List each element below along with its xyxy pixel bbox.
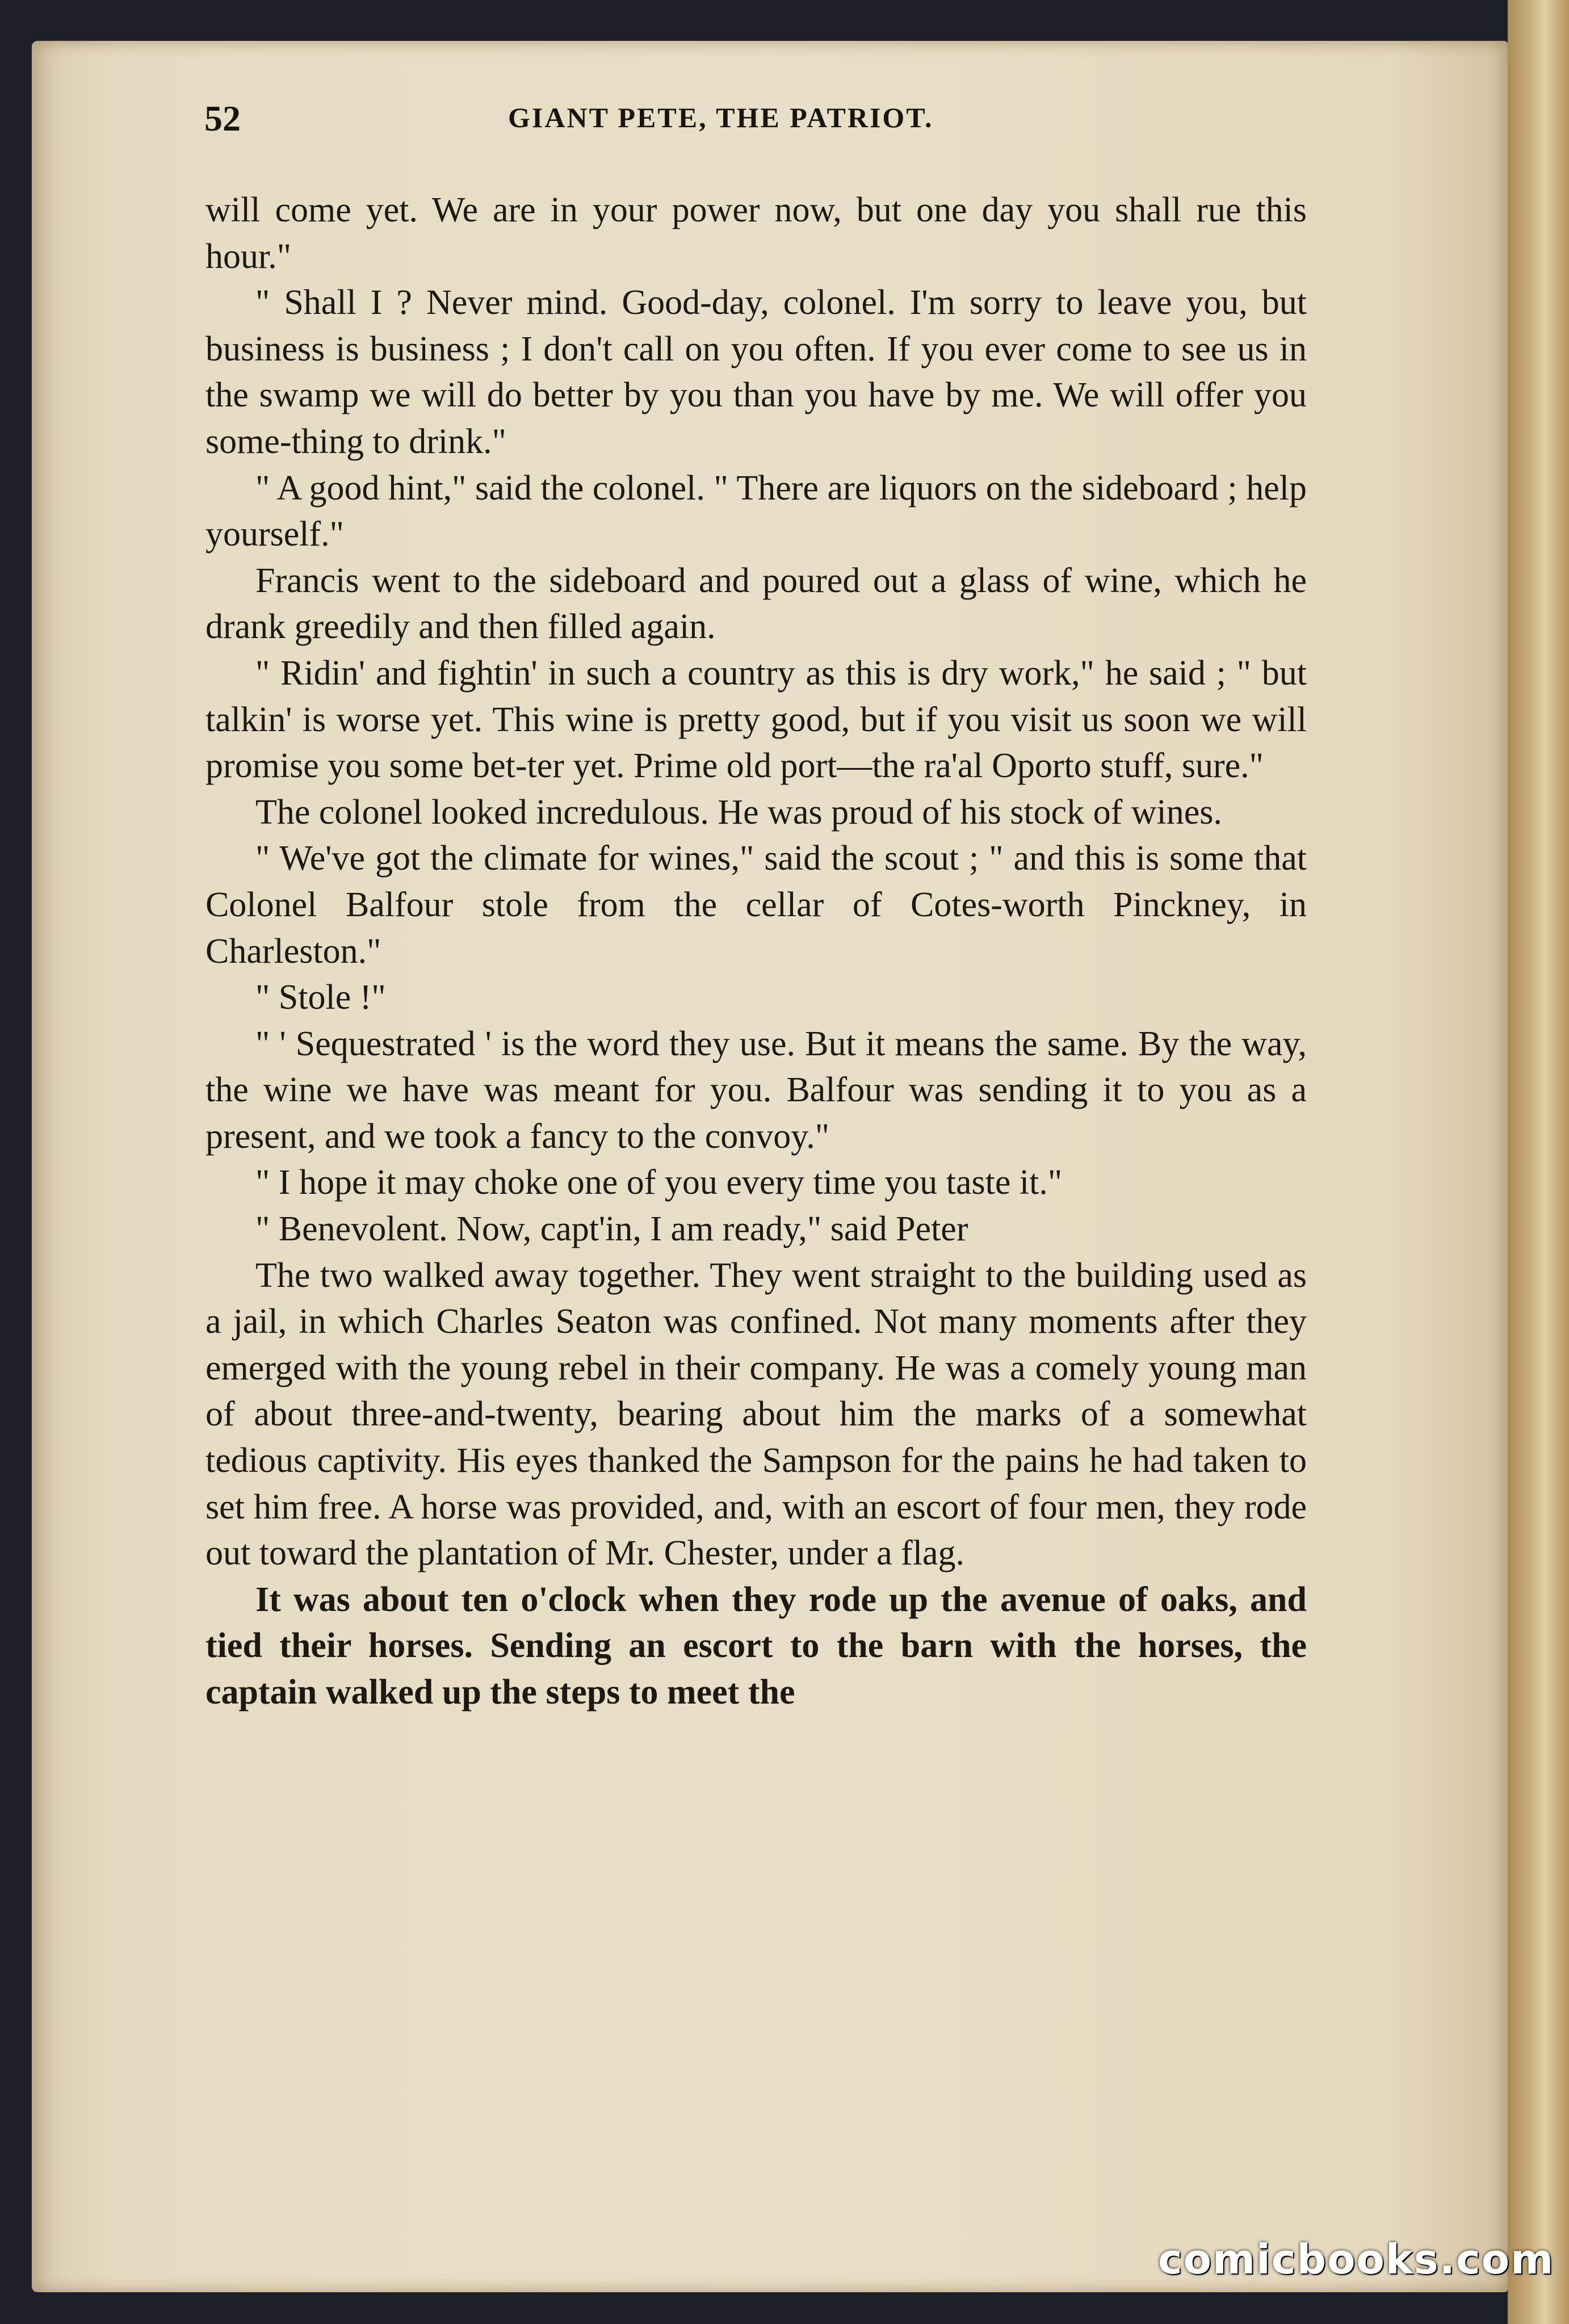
paragraph: will come yet. We are in your power now, but one day you shall rue this hour."	[205, 191, 1307, 276]
paragraph: " Shall I ? Never mind. Good-day, colonel. I'm sorry to leave you, but business is business ; I don't call on you often. If you ever come to see us in the swamp we will do better by you than you have by me. We will offer you some-thing to drink."	[205, 283, 1307, 461]
watermark: comicbooks.com	[1158, 2235, 1555, 2283]
page-number: 52	[204, 98, 241, 139]
paragraph: The two walked away together. They went straight to the building used as a jail, in which Charles Seaton was confined. Not many moments after they emerged with the young rebel in their company. He was a comely young man of about three-and-twenty, bearing about him the marks of a somewhat tedious captivity. His eyes thanked the Sampson for the pains he had taken to set him free. A horse was provided, and, with an escort of four men, they rode out toward the plantation of Mr. Chester, under a flag.	[205, 1256, 1307, 1573]
body-text	[205, 187, 1307, 1716]
running-title: GIANT PETE, THE PATRIOT.	[508, 102, 934, 133]
paragraph: It was about ten o'clock when they rode up the avenue of oaks, and tied their horses. Sending an escort to the barn with the horses, the captain walked up the steps to meet the	[205, 1580, 1307, 1711]
paragraph: The colonel looked incredulous. He was proud of his stock of wines.	[255, 792, 1222, 832]
paragraph: " Stole !"	[255, 978, 386, 1017]
paragraph: " ' Sequestrated ' is the word they use. But it means the same. By the way, the wine we have was meant for you. Balfour was sending it to you as a present, and we took a fancy to the convoy."	[205, 1024, 1307, 1156]
paragraph: " We've got the climate for wines," said the scout ; " and this is some that Colonel Balfour stole from the cellar of Cotes-worth Pinckney, in Charleston."	[205, 839, 1307, 971]
paragraph: " Benevolent. Now, capt'in, I am ready," said Peter	[255, 1210, 968, 1249]
paragraph: " I hope it may choke one of you every time you taste it."	[255, 1163, 1063, 1202]
page-edge	[1508, 0, 1569, 2324]
paragraph: " A good hint," said the colonel. " There are liquors on the sideboard ; help yourself."	[205, 468, 1307, 554]
paragraph: " Ridin' and fightin' in such a country as this is dry work," he said ; " but talkin' is worse yet. This wine is pretty good, but if you visit us soon we will promise you some bet-ter yet. Prime old port—the ra'al Oporto stuff, sure."	[205, 653, 1307, 786]
paragraph: Francis went to the sideboard and poured out a glass of wine, which he drank greedily and then filled again.	[205, 561, 1307, 647]
page-header	[170, 98, 1306, 149]
